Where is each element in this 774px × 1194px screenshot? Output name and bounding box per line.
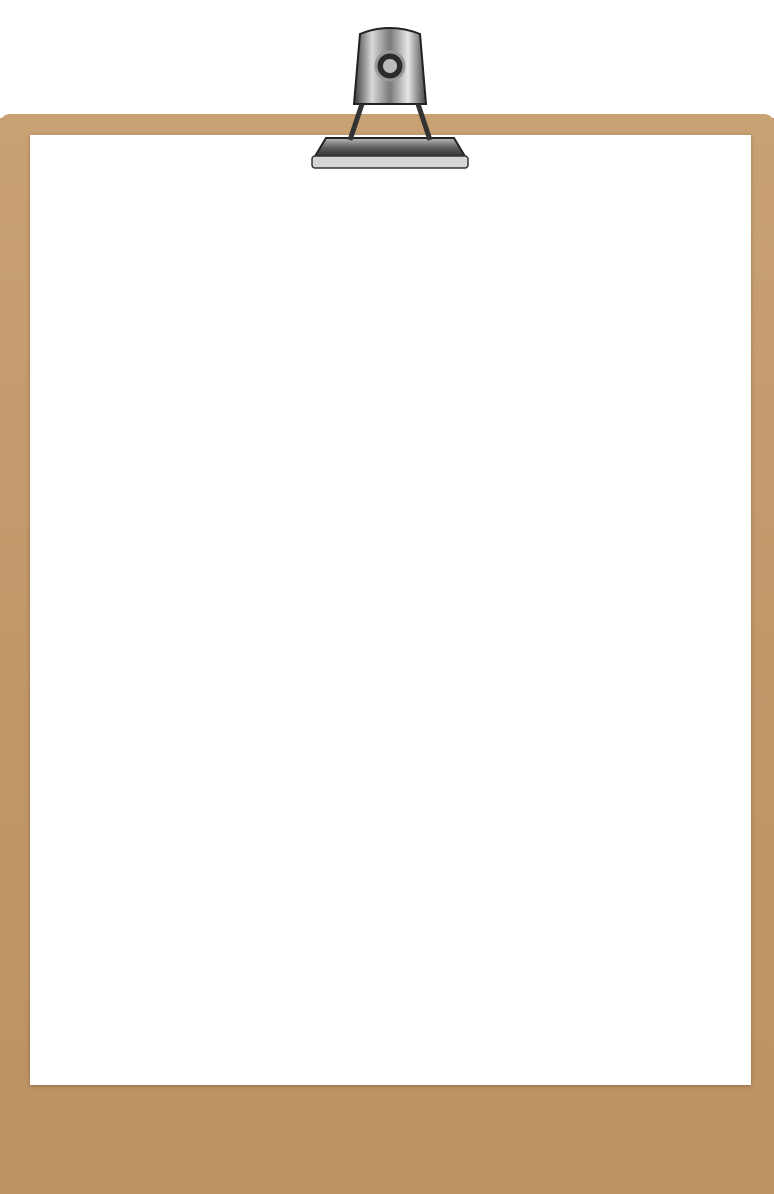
citrus-border-top — [78, 190, 692, 240]
letter-paper — [30, 135, 751, 1085]
citrus-border-bottom — [78, 1011, 692, 1061]
letter-body — [138, 380, 638, 464]
binder-clip-icon — [306, 26, 474, 176]
